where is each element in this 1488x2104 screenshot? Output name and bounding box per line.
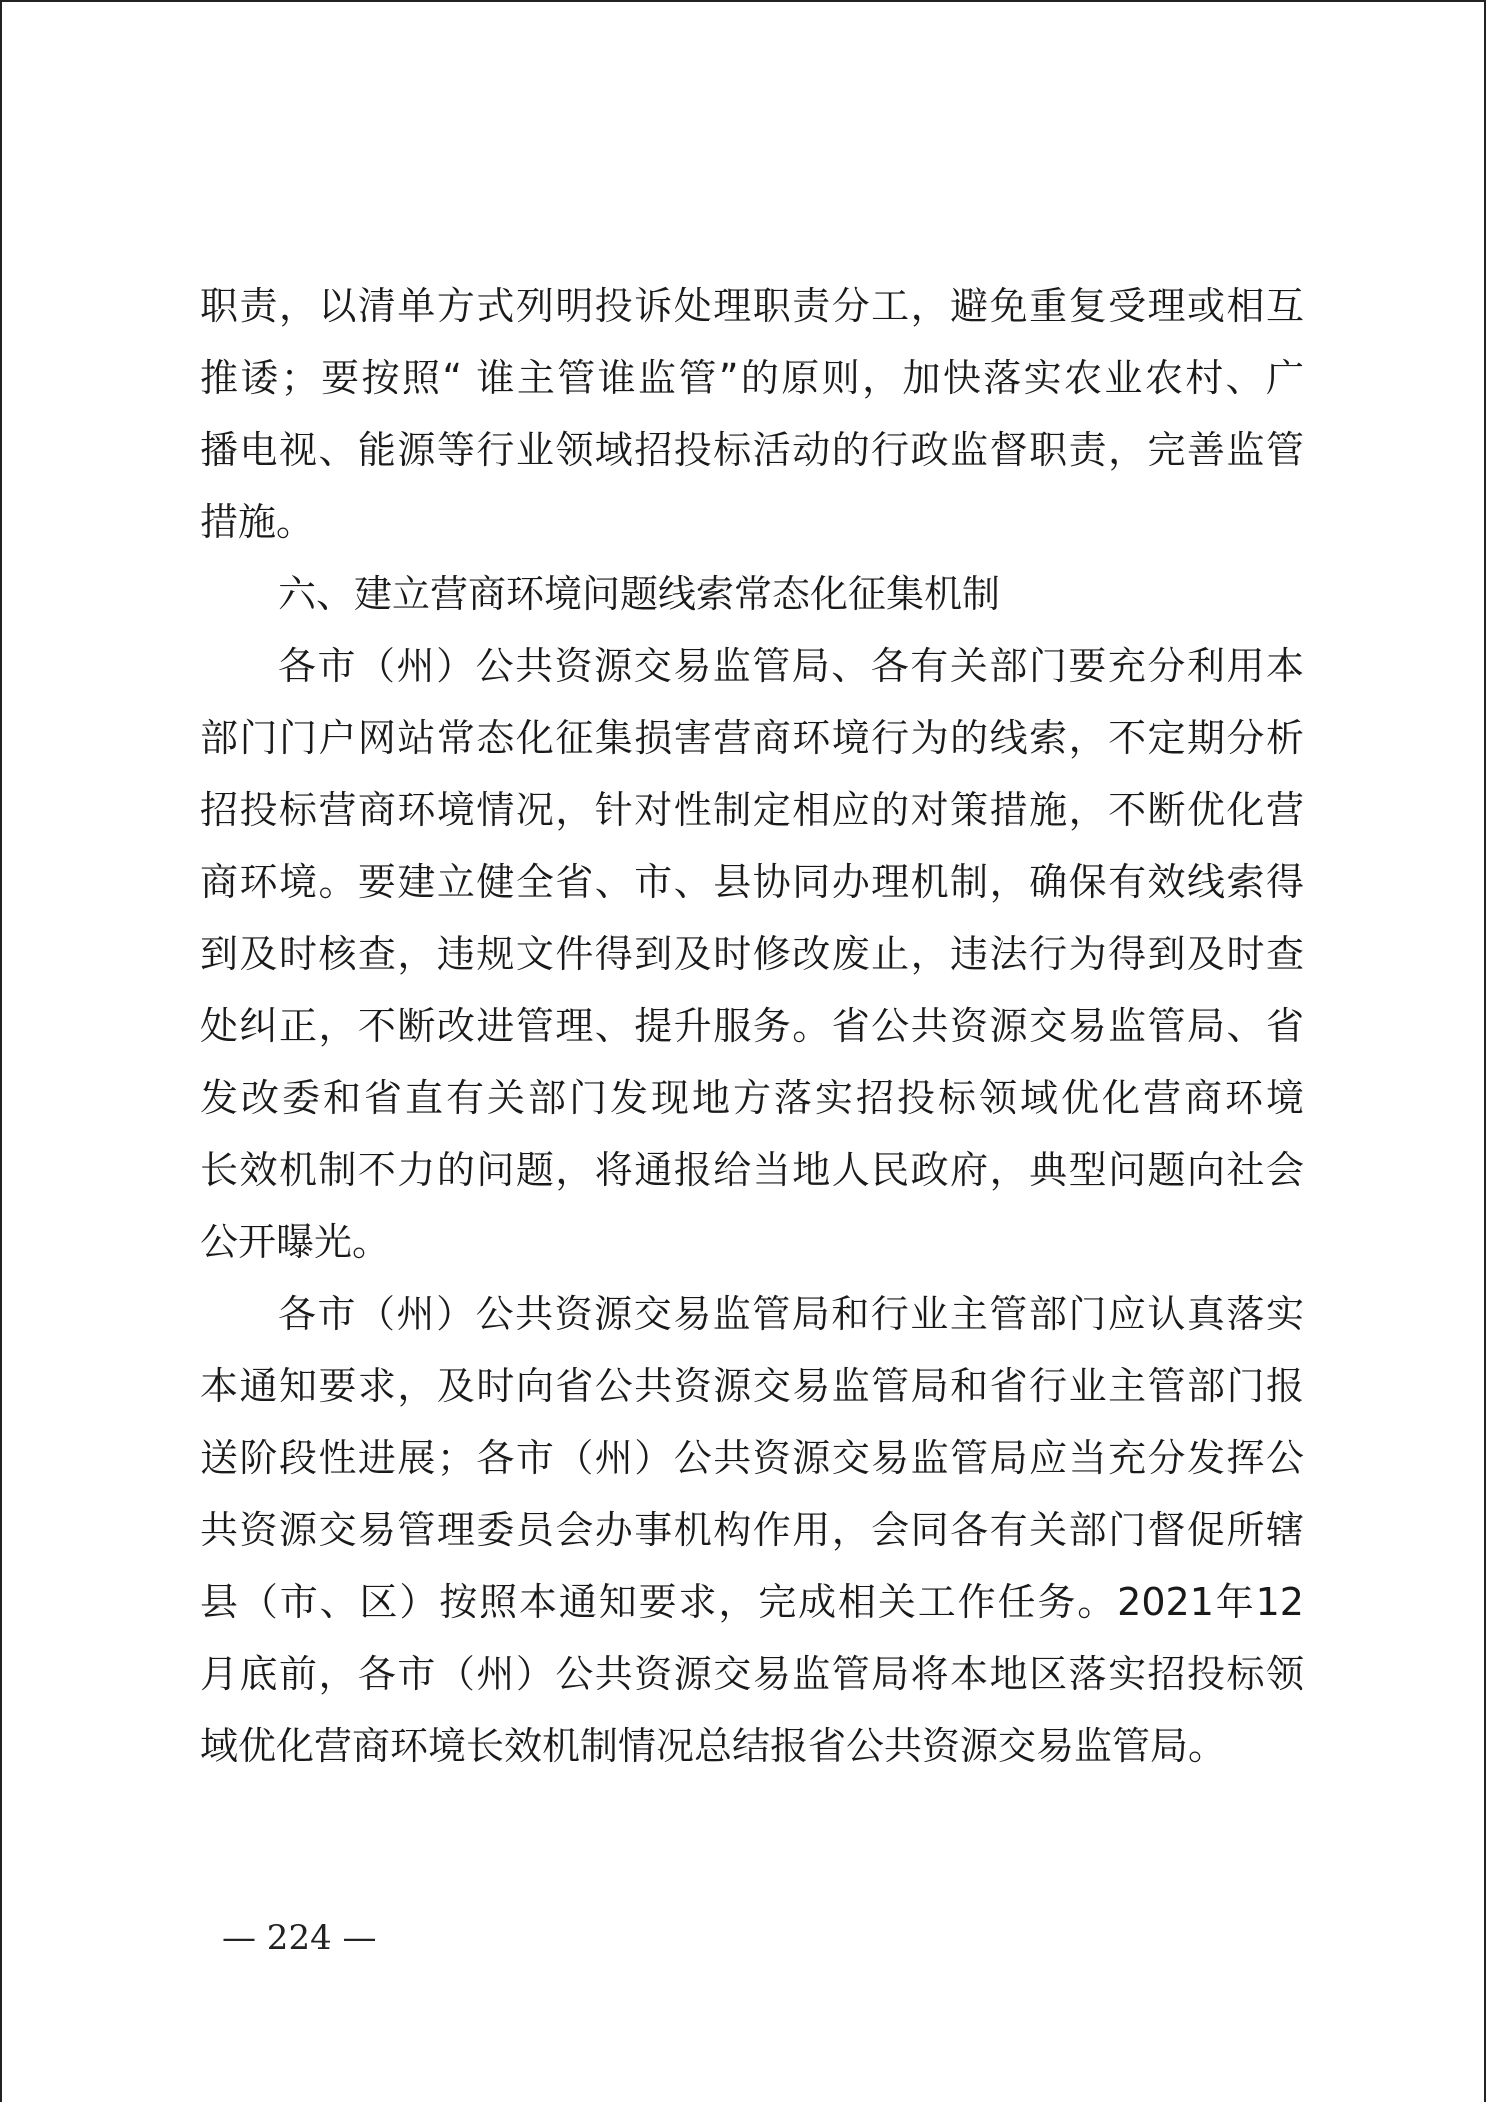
text-line: 月底前，各市（州）公共资源交易监管局将本地区落实招投标领	[200, 1652, 1304, 1696]
document-body	[200, 270, 1304, 1782]
text-line: 各市（州）公共资源交易监管局和行业主管部门应认真落实	[278, 1292, 1304, 1336]
text-line: 送阶段性进展；各市（州）公共资源交易监管局应当充分发挥公	[200, 1436, 1304, 1480]
paragraph	[200, 1278, 1304, 1782]
text-line: 播电视、能源等行业领域招投标活动的行政监督职责，完善监管	[200, 428, 1304, 472]
text-line: 部门门户网站常态化征集损害营商环境行为的线索，不定期分析	[200, 716, 1304, 760]
text-line: 到及时核查，违规文件得到及时修改废止，违法行为得到及时查	[200, 932, 1304, 976]
text-line: 职责，以清单方式列明投诉处理职责分工，避免重复受理或相互	[200, 284, 1304, 328]
text-line: 域优化营商环境长效机制情况总结报省公共资源交易监管局。	[200, 1724, 1227, 1768]
text-line: 共资源交易管理委员会办事机构作用，会同各有关部门督促所辖	[200, 1508, 1304, 1552]
text-line: 县（市、区）按照本通知要求，完成相关工作任务。2021年12	[200, 1580, 1304, 1624]
text-line: 商环境。要建立健全省、市、县协同办理机制，确保有效线索得	[200, 860, 1304, 904]
text-line: 发改委和省直有关部门发现地方落实招投标领域优化营商环境	[200, 1076, 1304, 1120]
text-line: 推诿；要按照“ 谁主管谁监管”的原则，加快落实农业农村、广	[200, 356, 1304, 400]
page-number: — 224 —	[222, 1918, 377, 1958]
section-heading: 六、建立营商环境问题线索常态化征集机制	[278, 572, 1001, 616]
text-line: 措施。	[200, 500, 315, 544]
paragraph	[200, 630, 1304, 1278]
text-line: 处纠正，不断改进管理、提升服务。省公共资源交易监管局、省	[200, 1004, 1304, 1048]
text-line: 长效机制不力的问题，将通报给当地人民政府，典型问题向社会	[200, 1148, 1304, 1192]
text-line: 公开曝光。	[200, 1220, 391, 1264]
text-line: 各市（州）公共资源交易监管局、各有关部门要充分利用本	[278, 644, 1304, 688]
text-line: 招投标营商环境情况，针对性制定相应的对策措施，不断优化营	[200, 788, 1304, 832]
paragraph	[200, 270, 1304, 558]
text-line: 本通知要求，及时向省公共资源交易监管局和省行业主管部门报	[200, 1364, 1304, 1408]
